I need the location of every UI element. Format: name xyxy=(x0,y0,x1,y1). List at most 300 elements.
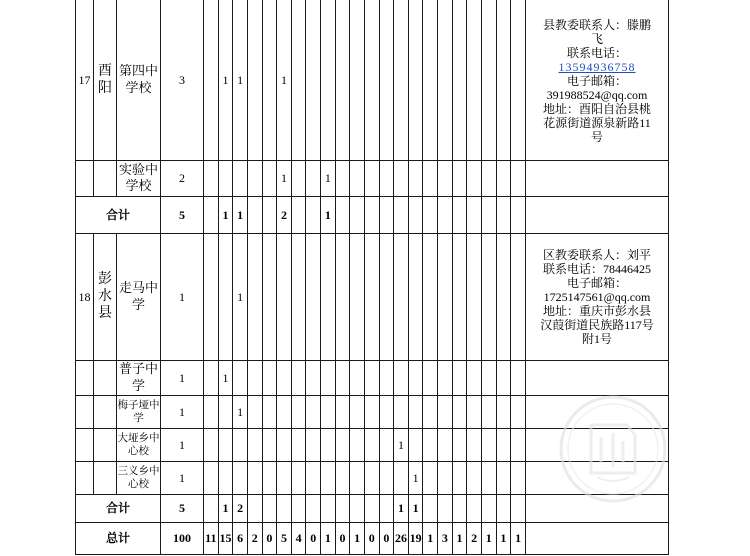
value-cell xyxy=(511,461,526,494)
district-cell xyxy=(94,428,117,461)
value-cell xyxy=(379,360,394,395)
row-number xyxy=(76,461,94,494)
district-cell xyxy=(94,160,117,196)
value-cell xyxy=(262,196,277,233)
subtotal-row xyxy=(76,494,669,522)
value-cell xyxy=(408,428,423,461)
value-cell xyxy=(481,461,496,494)
value-cell xyxy=(277,494,292,522)
value-cell xyxy=(423,360,438,395)
value-cell xyxy=(423,395,438,428)
value-cell: 1 xyxy=(394,494,409,522)
value-cell xyxy=(438,0,453,160)
grand-total-row xyxy=(76,522,669,554)
row-number xyxy=(76,428,94,461)
value-cell xyxy=(247,395,262,428)
value-cell xyxy=(306,428,321,461)
value-cell: 1 xyxy=(233,0,248,160)
value-cell xyxy=(379,395,394,428)
school-cell xyxy=(117,360,161,395)
value-cell xyxy=(394,360,409,395)
value-cell: 4 xyxy=(291,522,306,554)
value-cell: 1 xyxy=(233,395,248,428)
contact-line: 号 xyxy=(590,130,603,145)
value-cell xyxy=(335,494,350,522)
value-cell xyxy=(262,494,277,522)
subtotal-row xyxy=(76,196,669,233)
value-cell xyxy=(496,360,511,395)
school-allocation-table xyxy=(75,0,669,555)
value-cell: 19 xyxy=(408,522,423,554)
school-row xyxy=(76,395,669,428)
value-cell xyxy=(408,0,423,160)
value-cell xyxy=(291,461,306,494)
value-cell: 1 xyxy=(321,160,336,196)
value-cell xyxy=(467,428,482,461)
value-cell: 1 xyxy=(481,522,496,554)
school-row xyxy=(76,461,669,494)
value-cell: 1 xyxy=(408,494,423,522)
value-cell xyxy=(204,428,219,461)
value-cell xyxy=(408,395,423,428)
value-cell xyxy=(394,0,409,160)
value-cell xyxy=(364,233,379,360)
value-cell: 1 xyxy=(511,522,526,554)
value-cell xyxy=(467,0,482,160)
school-row xyxy=(76,428,669,461)
contact-info-cell xyxy=(526,395,669,428)
contact-line: 1725147561@qq.com xyxy=(543,289,651,304)
value-cell xyxy=(467,395,482,428)
value-cell xyxy=(233,461,248,494)
school-count: 1 xyxy=(161,360,204,395)
value-cell xyxy=(496,0,511,160)
value-cell xyxy=(481,395,496,428)
value-cell xyxy=(350,395,365,428)
row-number xyxy=(76,395,94,428)
value-cell xyxy=(350,160,365,196)
school-name: 梅子垭中学 xyxy=(117,399,160,424)
grand-total-count: 100 xyxy=(161,522,204,554)
contact-info-cell xyxy=(526,196,669,233)
contact-info-cell xyxy=(526,428,669,461)
value-cell: 26 xyxy=(394,522,409,554)
value-cell xyxy=(379,196,394,233)
value-cell xyxy=(364,461,379,494)
contact-info-cell xyxy=(526,522,669,554)
value-cell: 1 xyxy=(218,196,233,233)
school-row xyxy=(76,360,669,395)
value-cell xyxy=(262,395,277,428)
value-cell xyxy=(291,395,306,428)
subtotal-label: 合计 xyxy=(76,494,161,522)
value-cell xyxy=(350,428,365,461)
contact-info-cell xyxy=(526,160,669,196)
value-cell xyxy=(247,0,262,160)
value-cell xyxy=(364,196,379,233)
value-cell: 0 xyxy=(364,522,379,554)
value-cell xyxy=(364,494,379,522)
row-number: 18 xyxy=(76,233,94,360)
contact-line: 区教委联系人：刘平 xyxy=(542,247,651,262)
value-cell xyxy=(204,160,219,196)
value-cell xyxy=(379,428,394,461)
value-cell xyxy=(394,196,409,233)
value-cell xyxy=(467,196,482,233)
value-cell xyxy=(364,360,379,395)
value-cell xyxy=(277,461,292,494)
value-cell xyxy=(306,395,321,428)
value-cell xyxy=(335,461,350,494)
value-cell: 15 xyxy=(218,522,233,554)
value-cell xyxy=(218,461,233,494)
value-cell xyxy=(321,360,336,395)
value-cell xyxy=(262,428,277,461)
value-cell xyxy=(306,494,321,522)
value-cell xyxy=(423,428,438,461)
value-cell: 1 xyxy=(408,461,423,494)
value-cell xyxy=(335,395,350,428)
value-cell: 1 xyxy=(277,160,292,196)
value-cell xyxy=(204,0,219,160)
contact-line: 花源街道源泉新路11 xyxy=(543,116,651,131)
school-row xyxy=(76,0,669,160)
contact-line: 391988524@qq.com xyxy=(546,88,648,103)
value-cell xyxy=(423,461,438,494)
value-cell xyxy=(291,428,306,461)
value-cell xyxy=(233,160,248,196)
value-cell xyxy=(452,0,467,160)
value-cell xyxy=(321,233,336,360)
row-number: 17 xyxy=(76,0,94,160)
value-cell xyxy=(218,395,233,428)
value-cell xyxy=(438,233,453,360)
value-cell xyxy=(511,494,526,522)
subtotal-count: 5 xyxy=(161,196,204,233)
value-cell xyxy=(350,0,365,160)
value-cell xyxy=(496,196,511,233)
contact-info-cell xyxy=(526,461,669,494)
value-cell: 2 xyxy=(467,522,482,554)
school-cell xyxy=(117,428,161,461)
value-cell: 1 xyxy=(423,522,438,554)
value-cell xyxy=(379,494,394,522)
value-cell xyxy=(452,360,467,395)
value-cell xyxy=(467,160,482,196)
value-cell xyxy=(423,233,438,360)
school-cell xyxy=(117,395,161,428)
value-cell xyxy=(511,360,526,395)
contact-info-cell xyxy=(526,360,669,395)
value-cell: 3 xyxy=(438,522,453,554)
value-cell xyxy=(247,360,262,395)
value-cell xyxy=(452,160,467,196)
value-cell xyxy=(364,0,379,160)
subtotal-count: 5 xyxy=(161,494,204,522)
value-cell xyxy=(438,428,453,461)
value-cell xyxy=(394,395,409,428)
contact-line: 附1号 xyxy=(581,331,612,346)
contact-line: 电子邮箱： xyxy=(566,275,627,290)
value-cell: 0 xyxy=(335,522,350,554)
value-cell xyxy=(291,494,306,522)
value-cell: 1 xyxy=(496,522,511,554)
row-number xyxy=(76,160,94,196)
value-cell xyxy=(481,233,496,360)
value-cell xyxy=(408,196,423,233)
value-cell xyxy=(291,0,306,160)
district-name: 彭水县 xyxy=(98,272,112,321)
value-cell xyxy=(438,196,453,233)
value-cell xyxy=(438,160,453,196)
value-cell xyxy=(291,196,306,233)
value-cell xyxy=(364,428,379,461)
value-cell xyxy=(335,428,350,461)
value-cell xyxy=(277,395,292,428)
value-cell: 0 xyxy=(306,522,321,554)
contact-line: 汉葭街道民族路117号 xyxy=(540,317,654,332)
contact-line: 联系电话： xyxy=(566,46,627,61)
value-cell xyxy=(335,233,350,360)
value-cell xyxy=(204,360,219,395)
school-name: 实验中学校 xyxy=(118,161,158,193)
school-count: 1 xyxy=(161,428,204,461)
value-cell xyxy=(481,360,496,395)
contact-line: 地址：重庆市彭水县 xyxy=(542,303,651,318)
value-cell xyxy=(438,360,453,395)
value-cell xyxy=(423,196,438,233)
school-count: 3 xyxy=(161,0,204,160)
value-cell xyxy=(350,233,365,360)
value-cell xyxy=(379,461,394,494)
value-cell xyxy=(438,461,453,494)
value-cell: 1 xyxy=(218,0,233,160)
value-cell xyxy=(335,360,350,395)
school-cell xyxy=(117,160,161,196)
table-body xyxy=(76,0,669,554)
contact-line: 联系电话：78446425 xyxy=(542,261,651,276)
value-cell: 1 xyxy=(218,494,233,522)
value-cell xyxy=(262,233,277,360)
value-cell xyxy=(481,0,496,160)
value-cell: 2 xyxy=(233,494,248,522)
value-cell xyxy=(452,233,467,360)
value-cell xyxy=(350,360,365,395)
value-cell xyxy=(496,461,511,494)
value-cell xyxy=(306,461,321,494)
value-cell xyxy=(335,196,350,233)
value-cell: 1 xyxy=(277,0,292,160)
value-cell xyxy=(364,395,379,428)
value-cell xyxy=(423,160,438,196)
value-cell xyxy=(277,428,292,461)
district-cell xyxy=(94,0,117,160)
value-cell xyxy=(218,160,233,196)
value-cell xyxy=(467,233,482,360)
value-cell xyxy=(291,233,306,360)
value-cell xyxy=(467,494,482,522)
value-cell xyxy=(204,196,219,233)
value-cell xyxy=(438,395,453,428)
value-cell xyxy=(306,360,321,395)
value-cell xyxy=(511,0,526,160)
value-cell xyxy=(496,494,511,522)
value-cell xyxy=(321,461,336,494)
value-cell xyxy=(379,160,394,196)
value-cell xyxy=(452,494,467,522)
value-cell xyxy=(408,233,423,360)
value-cell xyxy=(511,160,526,196)
value-cell xyxy=(438,494,453,522)
value-cell xyxy=(511,233,526,360)
contact-info-cell xyxy=(526,233,669,360)
school-cell xyxy=(117,461,161,494)
value-cell xyxy=(204,395,219,428)
contact-line: 电子邮箱： xyxy=(566,74,627,89)
value-cell xyxy=(335,160,350,196)
school-count: 1 xyxy=(161,461,204,494)
district-cell xyxy=(94,233,117,360)
school-name: 第四中学校 xyxy=(118,63,158,95)
value-cell: 0 xyxy=(379,522,394,554)
value-cell xyxy=(262,0,277,160)
value-cell xyxy=(452,461,467,494)
value-cell xyxy=(481,494,496,522)
grand-total-label: 总计 xyxy=(76,522,161,554)
value-cell xyxy=(350,494,365,522)
value-cell: 5 xyxy=(277,522,292,554)
contact-info-cell xyxy=(526,494,669,522)
value-cell xyxy=(321,494,336,522)
value-cell: 1 xyxy=(218,360,233,395)
value-cell xyxy=(218,233,233,360)
value-cell xyxy=(452,395,467,428)
value-cell xyxy=(291,360,306,395)
value-cell xyxy=(277,360,292,395)
subtotal-label: 合计 xyxy=(76,196,161,233)
school-name: 普子中学 xyxy=(118,361,158,393)
value-cell xyxy=(306,233,321,360)
value-cell xyxy=(321,428,336,461)
value-cell xyxy=(481,196,496,233)
value-cell xyxy=(262,160,277,196)
value-cell xyxy=(481,428,496,461)
value-cell xyxy=(364,160,379,196)
value-cell xyxy=(496,395,511,428)
value-cell xyxy=(467,461,482,494)
value-cell xyxy=(511,196,526,233)
value-cell: 0 xyxy=(262,522,277,554)
value-cell: 1 xyxy=(452,522,467,554)
value-cell xyxy=(496,160,511,196)
school-count: 2 xyxy=(161,160,204,196)
school-cell xyxy=(117,233,161,360)
value-cell xyxy=(204,233,219,360)
value-cell xyxy=(321,0,336,160)
value-cell xyxy=(511,428,526,461)
district-cell xyxy=(94,360,117,395)
value-cell xyxy=(247,494,262,522)
value-cell: 1 xyxy=(350,522,365,554)
value-cell xyxy=(335,0,350,160)
value-cell xyxy=(452,428,467,461)
value-cell xyxy=(262,360,277,395)
value-cell xyxy=(247,233,262,360)
value-cell xyxy=(277,233,292,360)
value-cell: 2 xyxy=(247,522,262,554)
value-cell xyxy=(321,395,336,428)
value-cell xyxy=(218,428,233,461)
value-cell xyxy=(408,160,423,196)
value-cell xyxy=(511,395,526,428)
value-cell: 1 xyxy=(233,196,248,233)
value-cell xyxy=(394,233,409,360)
district-cell xyxy=(94,461,117,494)
value-cell xyxy=(350,196,365,233)
value-cell xyxy=(204,461,219,494)
district-cell xyxy=(94,395,117,428)
school-name: 走马中学 xyxy=(118,280,158,312)
value-cell xyxy=(496,428,511,461)
value-cell: 1 xyxy=(233,233,248,360)
school-count: 1 xyxy=(161,233,204,360)
value-cell xyxy=(452,196,467,233)
value-cell xyxy=(262,461,277,494)
value-cell xyxy=(423,0,438,160)
school-cell xyxy=(117,0,161,160)
school-row xyxy=(76,233,669,360)
value-cell xyxy=(233,428,248,461)
school-count: 1 xyxy=(161,395,204,428)
value-cell: 11 xyxy=(204,522,219,554)
row-number xyxy=(76,360,94,395)
school-name: 三义乡中心校 xyxy=(117,465,160,490)
value-cell xyxy=(394,461,409,494)
value-cell xyxy=(247,461,262,494)
value-cell xyxy=(394,160,409,196)
district-name: 酉阳 xyxy=(98,63,112,96)
value-cell xyxy=(306,0,321,160)
phone-link[interactable]: 13594936758 xyxy=(558,60,636,75)
value-cell xyxy=(481,160,496,196)
value-cell xyxy=(379,0,394,160)
school-row xyxy=(76,160,669,196)
value-cell xyxy=(204,494,219,522)
value-cell xyxy=(233,360,248,395)
value-cell: 6 xyxy=(233,522,248,554)
school-name: 大垭乡中心校 xyxy=(117,432,160,457)
value-cell xyxy=(291,160,306,196)
value-cell: 1 xyxy=(321,522,336,554)
value-cell: 2 xyxy=(277,196,292,233)
value-cell xyxy=(306,196,321,233)
value-cell xyxy=(379,233,394,360)
value-cell xyxy=(306,160,321,196)
contact-line: 飞 xyxy=(590,32,603,47)
value-cell xyxy=(496,233,511,360)
value-cell xyxy=(247,196,262,233)
value-cell xyxy=(423,494,438,522)
value-cell xyxy=(350,461,365,494)
value-cell xyxy=(247,160,262,196)
value-cell xyxy=(467,360,482,395)
contact-line: 地址：酉阳自治县桃 xyxy=(542,102,651,117)
value-cell xyxy=(408,360,423,395)
value-cell: 1 xyxy=(321,196,336,233)
contact-line: 县教委联系人：滕鹏 xyxy=(542,18,651,33)
value-cell xyxy=(247,428,262,461)
contact-info-cell xyxy=(526,0,669,160)
